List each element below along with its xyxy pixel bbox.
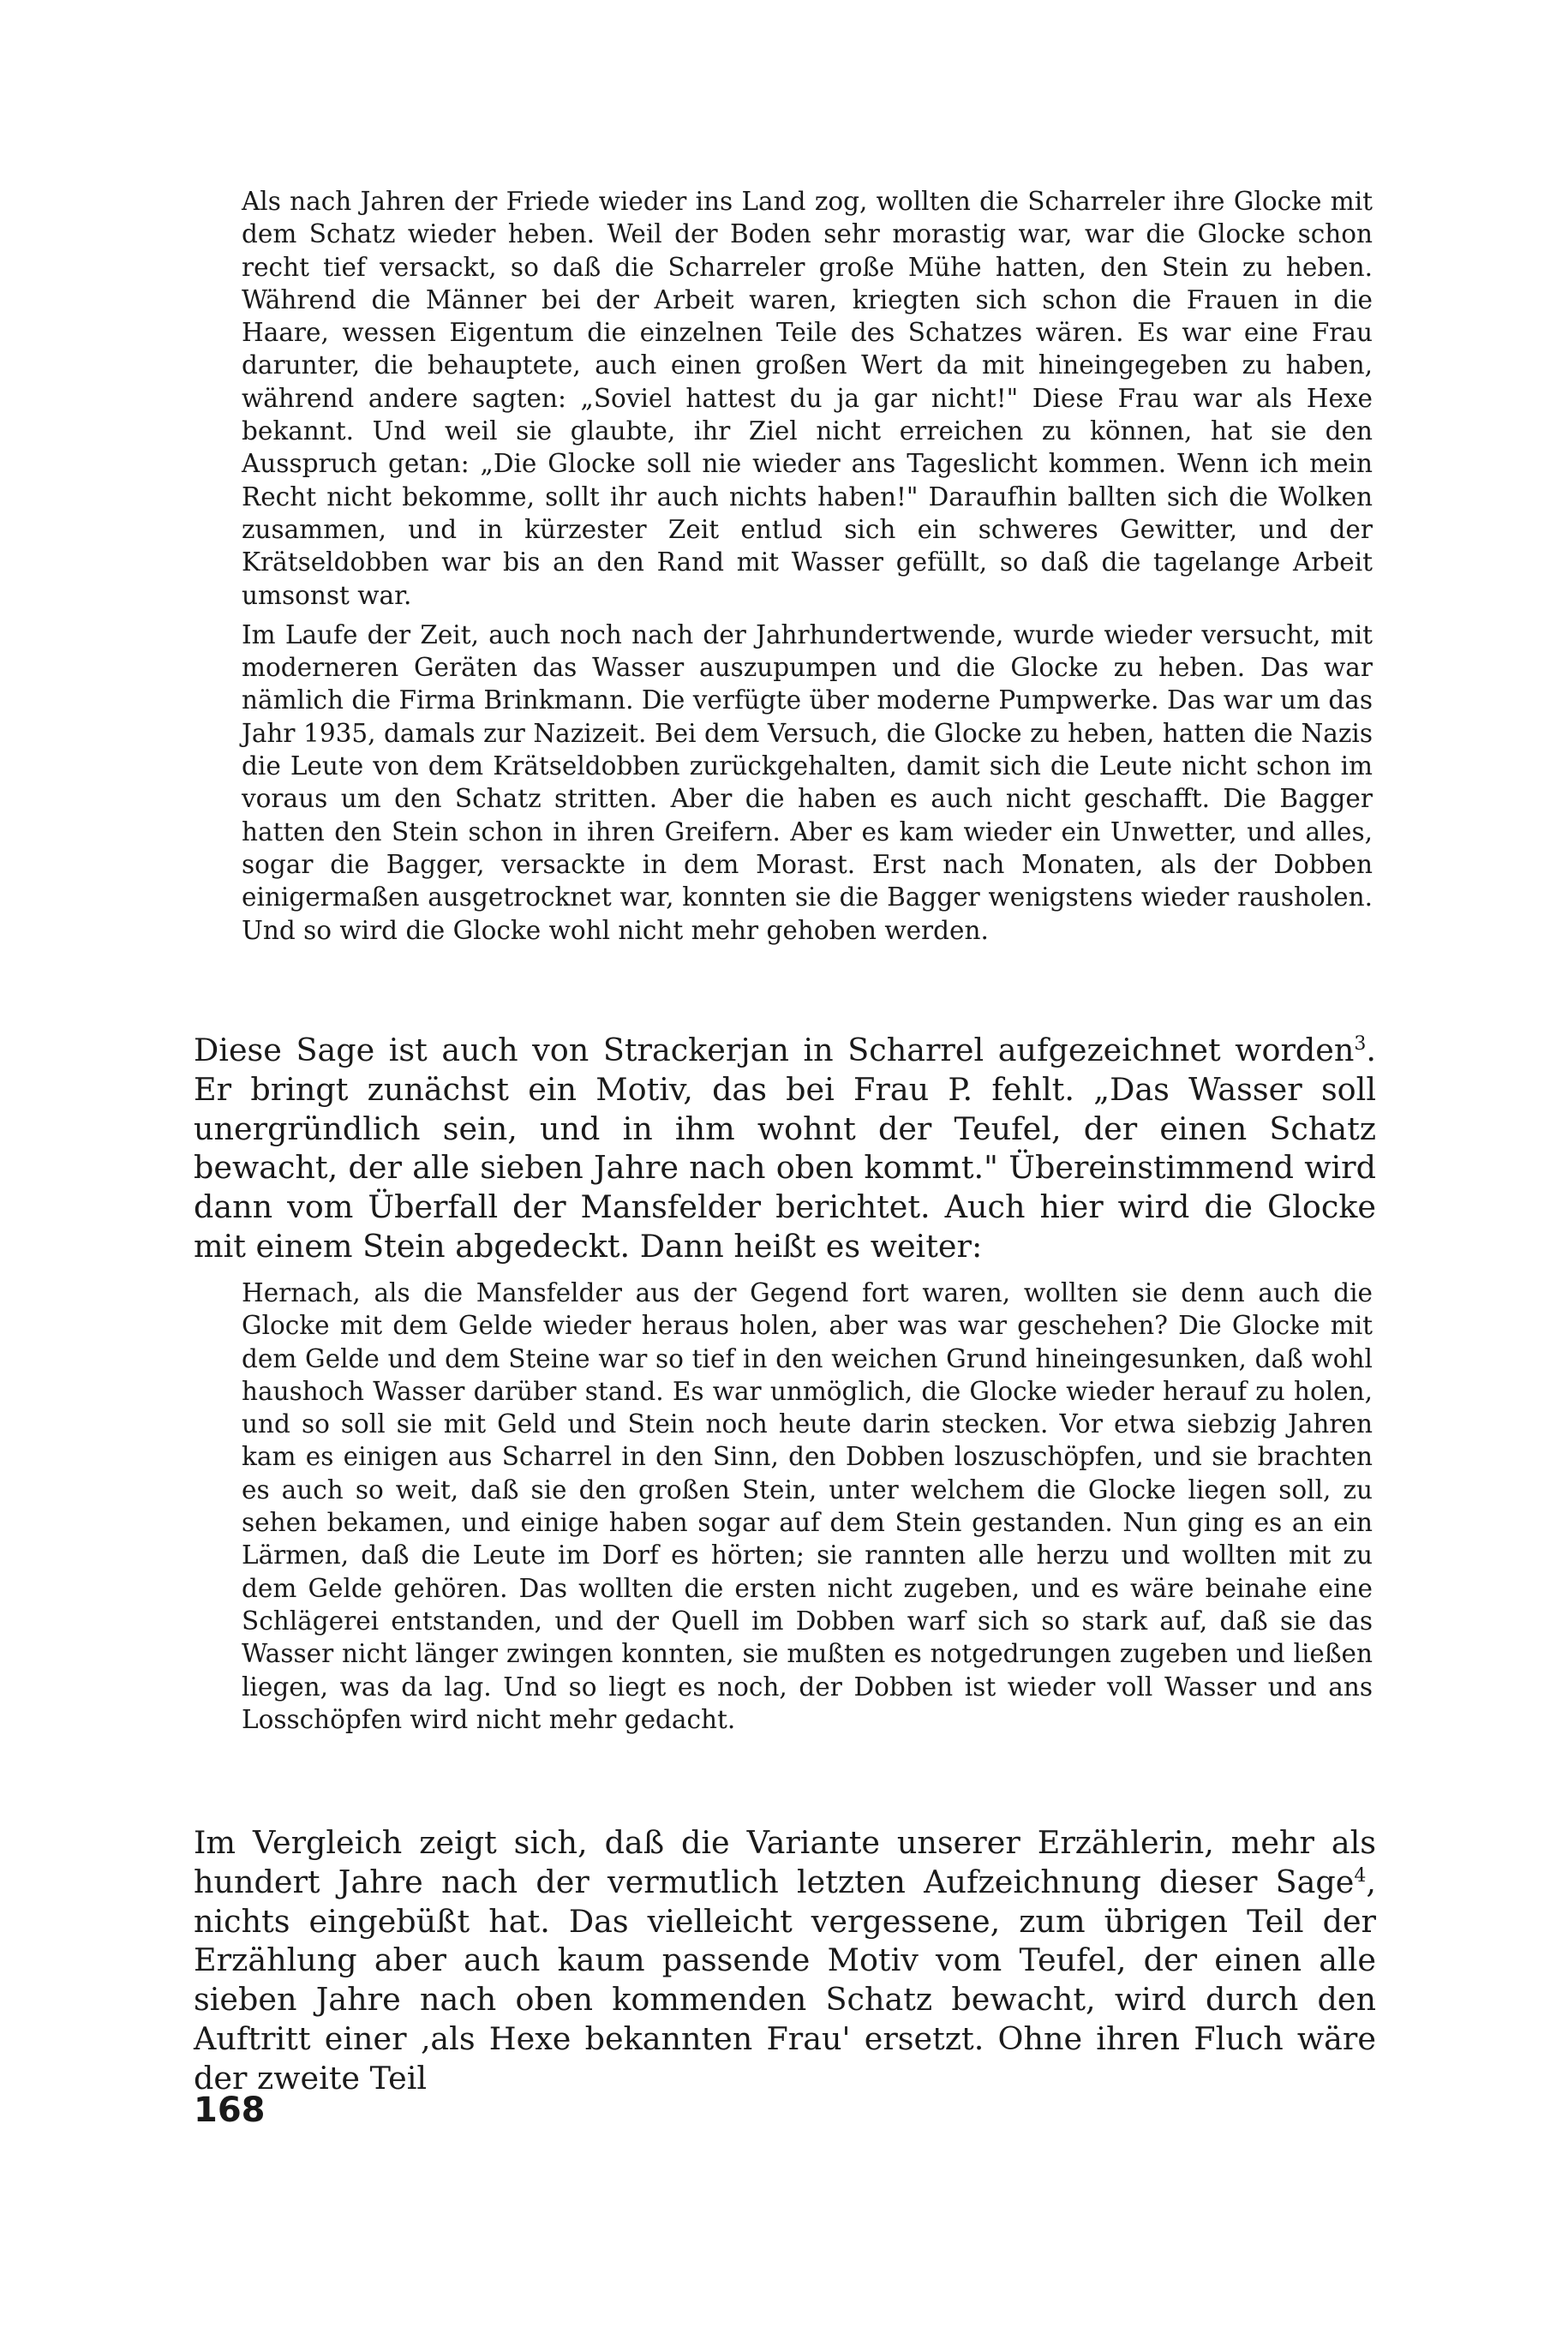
quote-2-paragraph-1: Hernach, als die Mansfelder aus der Gegend fort waren, wollten sie denn auch die Glocke mit dem Gelde wieder heraus holen, aber was war geschehen? Die Glocke mit dem Gelde und dem Steine war so tief in den weichen Grund hineingesunken, daß wohl haushoch Wasser darüber stand. Es war unmöglich, die Glocke wieder herauf zu holen, und so soll sie mit Geld und Stein noch heute darin stecken. Vor etwa siebzig Jahren kam es einigen aus Scharrel in den Sinn, den Dobben loszuschöpfen, und sie brachten es auch so weit, daß sie den großen Stein, unter welchem die Glocke liegen soll, zu sehen bekamen, und einige haben sogar auf dem Stein gestanden. Nun ging es an ein Lärmen, daß die Leute im Dorf es hörten; sie rannten alle herzu und wollten mit zu dem Gelde gehören. Das wollten die ersten nicht zugeben, und es wäre beinahe eine Schlägerei entstanden, und der Quell im Dobben warf sich so stark auf, daß sie das Wasser nicht länger zwingen konnten, sie mußten es notgedrungen zugeben und ließen liegen, was da lag. Und so liegt es noch, der Dobben ist wieder voll Wasser und ans Losschöpfen wird nicht mehr gedacht. <box>242 1278 1373 1734</box>
block-quote-1 <box>242 185 1373 947</box>
quote-1-paragraph-1: Als nach Jahren der Friede wieder ins Land zog, wollten die Scharreler ihre Glocke mit dem Schatz wieder heben. Weil der Boden sehr morastig war, war die Glocke schon recht tief versackt, so daß die Scharreler große Mühe hatten, den Stein zu heben. Während die Männer bei der Arbeit waren, kriegten sich schon die Frauen in die Haare, wessen Eigentum die einzelnen Teile des Schatzes wären. Es war eine Frau darunter, die behauptete, auch einen großen Wert da mit hineingegeben zu haben, während andere sagten: „Soviel hattest du ja gar nicht!" Diese Frau war als Hexe bekannt. Und weil sie glaubte, ihr Ziel nicht erreichen zu können, hat sie den Ausspruch getan: „Die Glocke soll nie wieder ans Tageslicht kommen. Wenn ich mein Recht nicht bekomme, sollt ihr auch nichts haben!" Daraufhin ballten sich die Wolken zusammen, und in kürzester Zeit entlud sich ein schweres Gewitter, und der Krätseldobben war bis an den Rand mit Wasser gefüllt, so daß die tagelange Arbeit umsonst war. <box>242 187 1373 610</box>
footnote-marker-3: 3 <box>1354 1032 1367 1055</box>
body-paragraph-2 <box>194 1823 1376 2098</box>
page-number: 168 <box>194 2091 266 2130</box>
body-2-text-end: , nichts eingebüßt hat. Das vielleicht vergessene, zum übrigen Teil der Erzählung aber auch kaum passende Motiv vom Teufel, der einen alle sieben Jahre nach oben kommenden Schatz bewacht, wird durch den Auftritt einer ‚als Hexe bekannten Frau' ersetzt. Ohne ihren Fluch wäre der zweite Teil <box>194 1863 1376 2097</box>
body-paragraph-1-text <box>194 1031 1376 1266</box>
body-paragraph-2-text <box>194 1823 1376 2098</box>
quote-1-paragraph-2: Im Laufe der Zeit, auch noch nach der Jahrhundertwende, wurde wieder versucht, mit moderneren Geräten das Wasser auszupumpen und die Glocke zu heben. Das war nämlich die Firma Brinkmann. Die verfügte über moderne Pumpwerke. Das war um das Jahr 1935, damals zur Nazizeit. Bei dem Versuch, die Glocke zu heben, hatten die Nazis die Leute von dem Krätseldobben zurückgehalten, damit sich die Leute nicht schon im voraus um den Schatz stritten. Aber die haben es auch nicht geschafft. Die Bagger hatten den Stein schon in ihren Greifern. Aber es kam wieder ein Unwetter, und alles, sogar die Bagger, versackte in dem Morast. Erst nach Monaten, als der Dobben einigermaßen ausgetrocknet war, konnten sie die Bagger wenigstens wieder rausholen. Und so wird die Glocke wohl nicht mehr gehoben werden. <box>242 619 1373 945</box>
body-2-text-start: Im Vergleich zeigt sich, daß die Variante unserer Erzählerin, mehr als hundert Jahre nach der vermutlich letzten Aufzeichnung dieser Sage <box>194 1824 1376 1900</box>
block-quote-2 <box>242 1277 1373 1736</box>
footnote-marker-4: 4 <box>1354 1864 1367 1887</box>
body-paragraph-1 <box>194 1031 1376 1266</box>
body-1-text-start: Diese Sage ist auch von Strackerjan in Scharrel aufgezeichnet worden <box>194 1032 1355 1068</box>
body-1-text-end: . Er bringt zunächst ein Motiv, das bei Frau P. fehlt. „Das Wasser soll unergründlich sein, und in ihm wohnt der Teufel, der einen Schatz bewacht, der alle sieben Jahre nach oben kommt." Übereinstimmend wird dann vom Überfall der Mansfelder berichtet. Auch hier wird die Glocke mit einem Stein abgedeckt. Dann heißt es weiter: <box>194 1032 1376 1265</box>
